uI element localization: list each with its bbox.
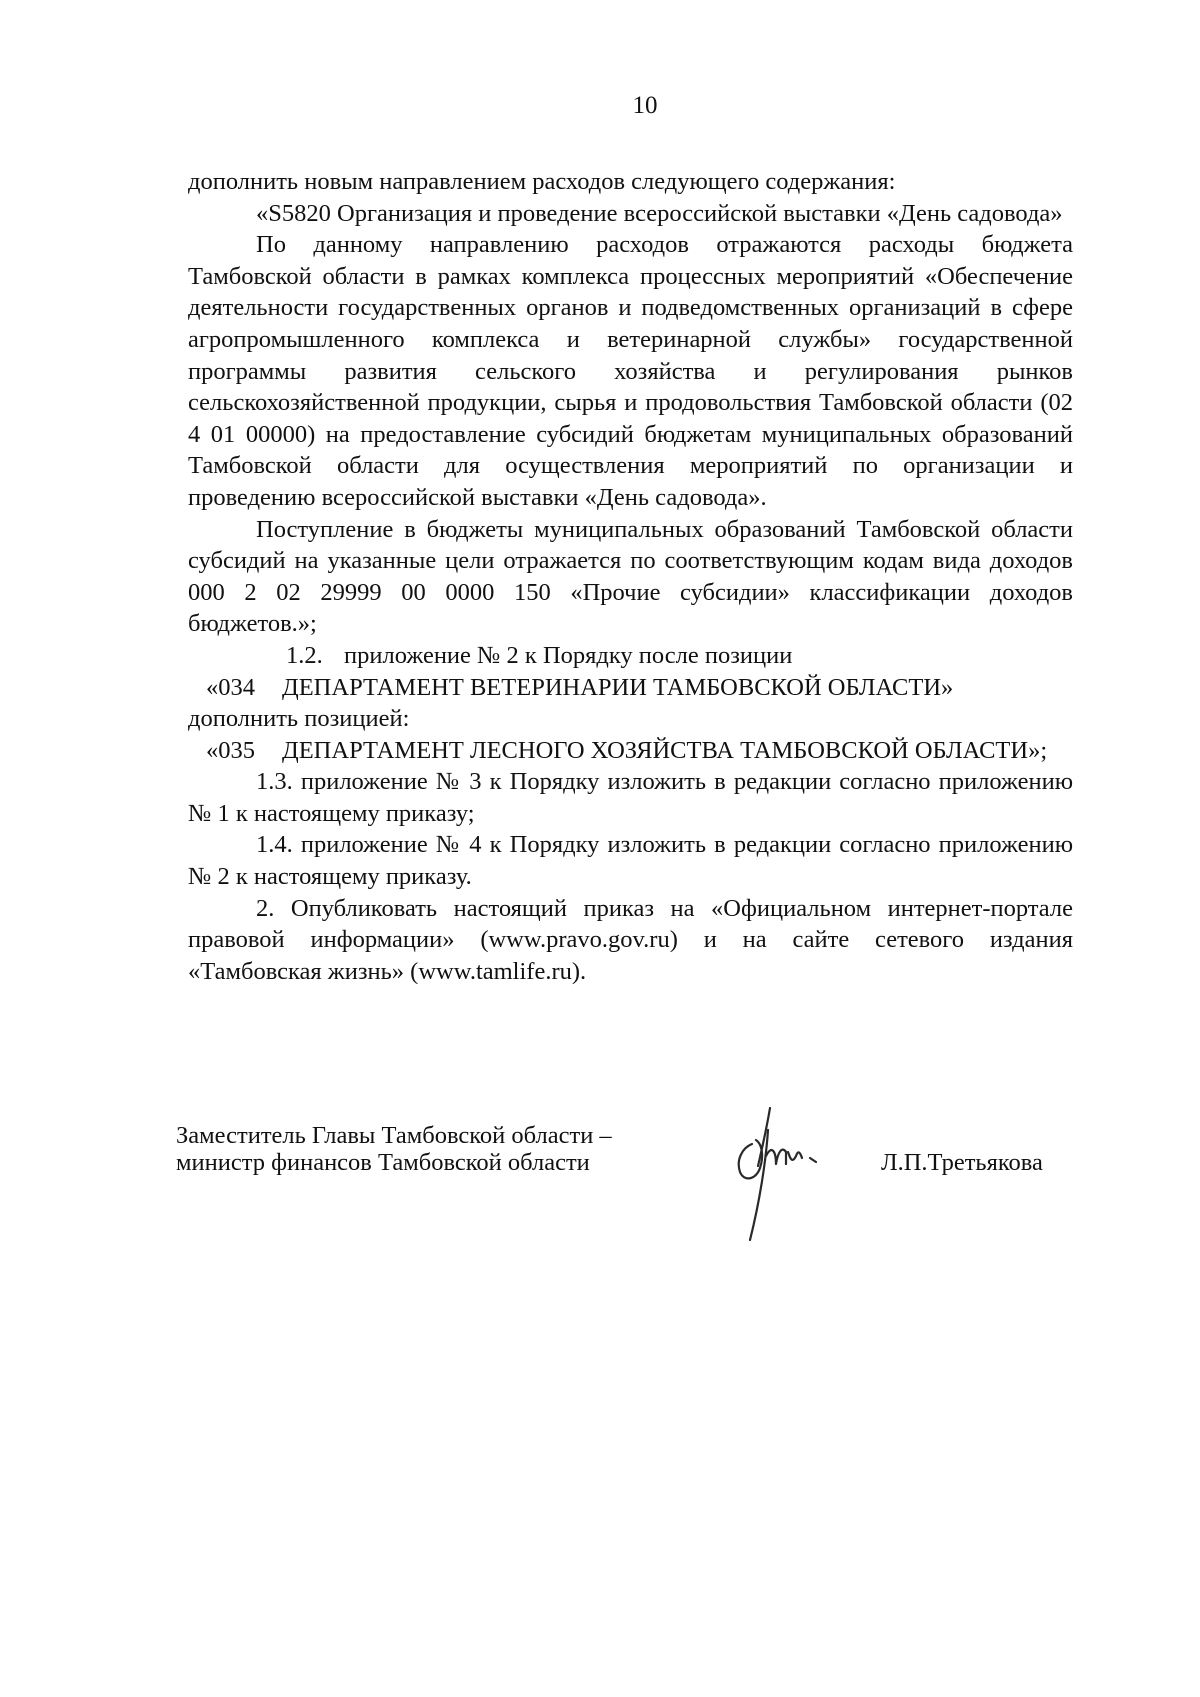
handwritten-signature [706, 1100, 846, 1250]
paragraph-publish: 2. Опубликовать настоящий приказ на «Официальном интернет-портале правовой информации» (www.pravo.gov.ru) и на сайте сетевого издания «Тамбовская жизнь» (www.tamlife.ru). [188, 894, 1073, 985]
page-number: 10 [632, 92, 658, 119]
position-035 [188, 735, 1073, 767]
position-034-code: «034 [206, 673, 255, 701]
paragraph-item-1-3: 1.3. приложение № 3 к Порядку изложить в редакции согласно приложению № 1 к настоящему приказу; [188, 768, 1073, 827]
paragraph-income-codes: Поступление в бюджеты муниципальных образований Тамбовской области субсидий на указанные цели отражается по соответствующим кодам вида доходов 000 2 02 29999 00 0000 150 «Прочие субсидии» классификации доходов бюджетов.»; [188, 515, 1073, 638]
signature-strokes [739, 1108, 816, 1240]
signatory-title [176, 1122, 612, 1176]
paragraph-intro: дополнить новым направлением расходов следующего содержания: [188, 168, 896, 195]
position-034-text: ДЕПАРТАМЕНТ ВЕТЕРИНАРИИ ТАМБОВСКОЙ ОБЛАСТИ» [282, 673, 954, 701]
signatory-name: Л.П.Третьякова [881, 1149, 1043, 1176]
item-1-2-text: приложение № 2 к Порядку после позиции [344, 641, 793, 669]
position-034 [188, 672, 1073, 704]
signature-block [176, 1122, 1076, 1272]
paragraph-expense-direction: «S5820 Организация и проведение всероссийской выставки «День садовода» [256, 199, 1063, 227]
position-035-text: ДЕПАРТАМЕНТ ЛЕСНОГО ХОЗЯЙСТВА ТАМБОВСКОЙ ОБЛАСТИ»; [282, 736, 1048, 764]
item-1-2 [188, 640, 1073, 672]
document-body [188, 166, 1073, 987]
signatory-title-line-1: Заместитель Главы Тамбовской области – [176, 1122, 612, 1149]
item-1-2-number: 1.2. [286, 641, 323, 669]
signatory-title-line-2: министр финансов Тамбовской области [176, 1149, 590, 1176]
paragraph-add-position: дополнить позицией: [188, 705, 410, 733]
paragraph-item-1-4: 1.4. приложение № 4 к Порядку изложить в редакции согласно приложению № 2 к настоящему приказу. [188, 831, 1073, 891]
paragraph-expense-description: По данному направлению расходов отражаются расходы бюджета Тамбовской области в рамках комплекса процессных мероприятий «Обеспечение деятельности государственных органов и подведомственных организаций в сфере агропромышленного комплекса и ветеринарной службы» государственной программы развития сельского хозяйства и регулирования рынков сельскохозяйственной продукции, сырья и продовольствия Тамбовской области (02 4 01 00000) на предоставление субсидий бюджетам муниципальных образований Тамбовской области для осуществления мероприятий по организации и проведению всероссийской выставки «День садовода». [188, 231, 1073, 511]
position-035-code: «035 [206, 736, 255, 764]
